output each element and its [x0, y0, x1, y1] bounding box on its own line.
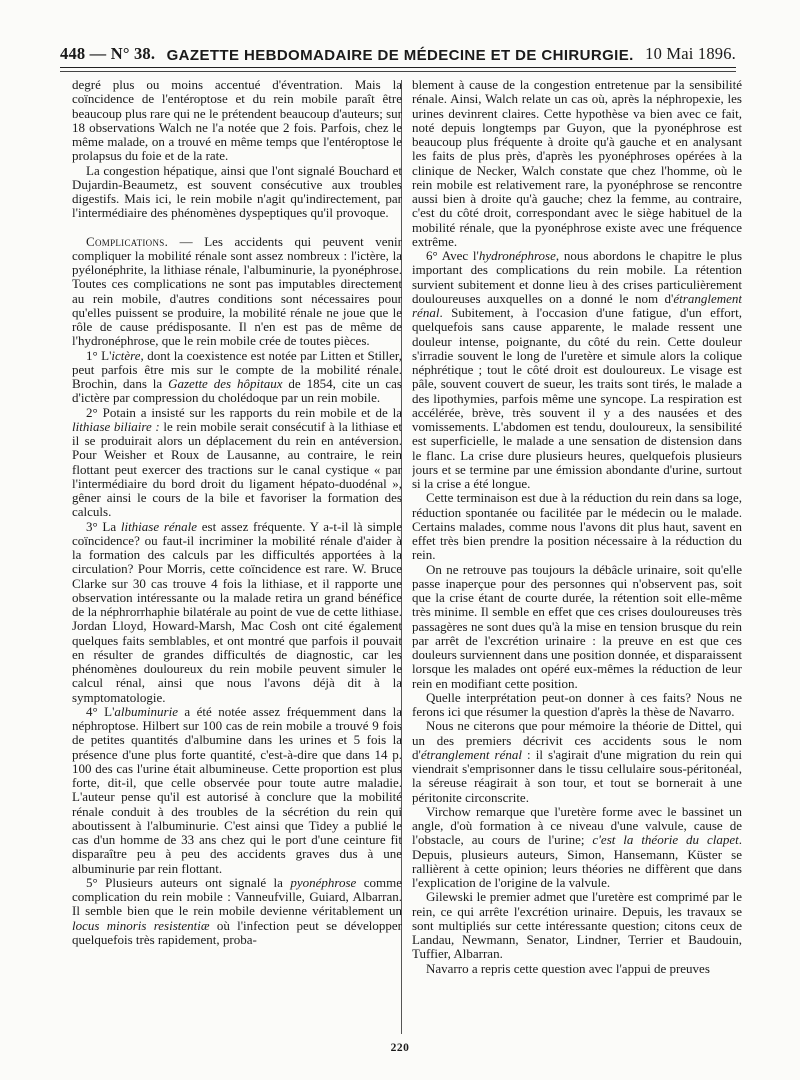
page-number-footer: 220 — [390, 1042, 410, 1054]
paragraph-text: Virchow remarque que l'uretère forme avec le bassinet un angle, d'où formation à ce niveau d'une valvule, cause de l'obstacle, au cours de l'urine; — [412, 803, 742, 848]
paragraph — [72, 876, 402, 947]
emphasis: c'est la théorie du clapet — [592, 832, 739, 848]
right-column — [412, 78, 742, 1038]
paragraph — [72, 705, 402, 876]
emphasis: étranglement rénal — [420, 746, 522, 762]
emphasis: locus minoris resistentiæ — [72, 917, 210, 933]
paragraph: Cette terminaison est due à la réduction du rein dans sa loge, réduction spontanée ou facilitée par le médecin ou le malade. Certains malades, comme nous l'avons dit plus haut, savent en effet très bien prendre la position nécessaire à la réduction du rein. — [412, 490, 742, 563]
paragraph — [412, 805, 742, 891]
paragraph: On ne retrouve pas toujours la débâcle urinaire, soit qu'elle passe inaperçue pour des personnes qui n'observent pas, soit que la crise étant de courte durée, la rétention soit elle-même très minime. Il semble en effet que ces crises douloureuses très passagères ne sont dues qu'à la mise en tension brusque du rein par arrêt de l'excrétion urinaire : la preuve en est que ces douleurs surviennent dans une position donnée, et disparaissent lorsque les malades ont opéré eux-mêmes la réduction de leur rein en modifiant cette position. — [412, 561, 742, 691]
paragraph: degré plus ou moins accentué d'éventration. Mais la coïncidence de l'entéroptose et du rein mobile paraît être beaucoup plus rare qui ne le prétendent beaucoup d'auteurs; sur 18 observations Walch ne l'a notée que 2 fois. Parfois, chez le même malade, on a trouvé en même temps que l'entéroptose le prolapsus du foie et de la rate. — [72, 78, 402, 164]
paragraph-text: 4° L' — [86, 703, 115, 719]
paragraph: Gilewski le premier admet que l'uretère est comprimé par le rein, ce qui arrête l'excrétion urinaire. Depuis, les travaux se sont multipliés sur cette intéressante question; citons ceux de Landau, Newmann, Senator, Lindner, Terrier et Baudouin, Tuffier, Albarran. — [412, 889, 742, 962]
journal-title: GAZETTE HEBDOMADAIRE DE MÉDECINE ET DE CHIRURGIE. — [166, 47, 634, 64]
paragraph: blement à cause de la congestion entretenue par la sensibilité rénale. Ainsi, Walch relate un cas où, après la néphropexie, les urines devinrent claires. Cette hypothèse va bien avec ce fait, noté depuis longtemps par Guyon, que la pyonéphrose est beaucoup plus fréquente à droite qu'à gauche et en analysant les faits de plus près, d'après les pyonéphroses opérées à la clinique de Necker, Walch constate que chez l'homme, où le rein mobile est relativement rare, la pyonéphrose se rencontre aussi bien à droite qu'à gauche; chez la femme, au contraire, c'est du côté droit, correspondant avec le siège habituel de la mobilité rénale, que la pyonéphrose existe avec une fréquence extrême. — [412, 78, 742, 249]
paragraph-text: : il s'agirait d'une migration du rein qui viendrait s'emprisonner dans le tissu cellulaire sous-péritonéal, la séreuse réagirait à son tour, et tout se bornerait à une péritonite circonscrite. — [412, 746, 742, 805]
paragraph-text: 3° La — [86, 518, 121, 534]
paragraph-text: 2° Potain a insisté sur les rapports du rein mobile et de la — [86, 404, 402, 420]
page-issue-number: 448 — N° 38. — [60, 44, 156, 63]
header-rule-thin — [60, 71, 736, 72]
paragraph-text: . Subitement, à l'occasion d'une fatigue, d'un effort, quelquefois sans cause apparente, le malade ressent une douleur intense, poignante, du côté du rein. Cette douleur s'irradie souvent le long de l'uretère et simule alors la colique néphrétique ; tout le côté droit est douloureux. Le visage est pâle, souvent couvert de sueur, les traits sont tirés, le malade a des lipothymies, parfois même une syncope. La respiration est accélérée, brève, très souvent il y a des nausées et des vomissements. L'abdomen est tendu, douloureux, la sensibilité est superficielle, le malade a une sensation de distension dans le flanc. La crise dure plusieurs heures, quelquefois plusieurs jours et se termine par une émission abondante d'urine, surtout si la crise a été longue. — [412, 305, 742, 491]
paragraph-text: 1° L' — [86, 347, 112, 363]
paragraph-text: a été notée assez fréquemment dans la néphroptose. Hilbert sur 100 cas de rein mobile a trouvé 9 fois de petites quantités d'albumine dans les urines et 5 fois la présence d'une plus forte quantité, c'est-à-dire que dans 14 p. 100 des cas l'urine était albumineuse. Cette proportion est plus forte, dit-il, que celle observée pour toute autre maladie. L'auteur pense qu'il est autorisé à conclure que la mobilité rénale conduit à des troubles de la sécrétion du rein qui aboutissent à l'albuminurie. C'est ainsi que Tidey a publié le cas d'un homme de 33 ans chez qui le port d'une ceinture fit disparaître peu à peu des accidents graves dus à une albuminurie par rein flottant. — [72, 703, 402, 876]
paragraph-text: Nous ne citerons que pour mémoire la théorie de Dittel, qui un des premiers décrivit ces accidents sous le nom d' — [412, 718, 742, 762]
issue-date: 10 Mai 1896. — [645, 44, 736, 63]
paragraph — [72, 406, 402, 520]
section-heading: Complications. — [86, 233, 169, 249]
emphasis: hydronéphrose — [478, 248, 556, 263]
emphasis: lithiase rénale — [120, 518, 198, 534]
emphasis: Gazette des hôpitaux — [168, 376, 283, 391]
left-column — [72, 78, 402, 1038]
paragraph-text: de 1854, cite un cas d'ictère par compression du cholédoque par un rein mobile. — [72, 376, 402, 406]
running-header — [60, 36, 736, 64]
emphasis: albuminurie — [114, 703, 178, 719]
paragraph-text: 6° Avec l' — [426, 248, 479, 263]
paragraph — [72, 235, 402, 349]
paragraph — [72, 349, 402, 406]
paragraph-gap — [72, 221, 402, 235]
paragraph-text: , dont la coexistence est notée par Litten et Stiller, peut parfois être mis sur le compte de la mobilité rénale. Brochin, dans la — [72, 347, 402, 391]
emphasis: lithiase biliaire : — [72, 418, 160, 434]
paragraph-text: . Depuis, plusieurs auteurs, Simon, Hansemann, Küster se rallièrent à cette opinion; leurs théories ne diffèrent que dans l'explication de l'origine de la valvule. — [412, 832, 742, 890]
emphasis: pyonéphrose — [290, 874, 357, 890]
paragraph-text: où l'infection peut se développer quelquefois très rapidement, proba- — [72, 917, 402, 947]
paragraph-text: le rein mobile serait consécutif à la lithiase et il se produirait alors un déplacement du rein en antéversion. Pour Weisher et Roux de Lausanne, au contraire, le rein flottant peut exercer des tractions sur le canal cystique « par l'intermédiaire du bord droit du ligament hépato-duodénal », gêner ainsi le cours de la bile et favoriser la formation des calculs. — [72, 418, 402, 520]
paragraph: La congestion hépatique, ainsi que l'ont signalé Bouchard et Dujardin-Beaumetz, est souvent consécutive aux troubles digestifs. Mais ici, le rein mobile n'agit qu'indirectement, par l'intermédiaire des phénomènes dyspeptiques qu'il provoque. — [72, 162, 402, 221]
paragraph-text: est assez fréquente. Y a-t-il là simple coïncidence? ou faut-il incriminer la mobilité rénale d'aider à la formation des calculs par les difficultés apportées à la circulation? Pour Morris, cette coïncidence est rare. W. Bruce Clarke sur 30 cas trouve 4 fois la lithiase, et il rapporte une observation intéressante ou la malade retira un grand bénéfice de la néphrorrhaphie bilatérale au point de vue de cette lithiase. Jordan Lloyd, Howard-Marsh, Mac Cosh ont cité également quelques faits semblables, et ont montré que parfois il pouvait en résulter de grandes difficultés de diagnostic, car les phénomènes douloureux du rein mobile peuvent simuler le calcul rénal, ainsi que nous l'avons déjà dit à la symptomatologie. — [72, 518, 402, 705]
paragraph — [412, 719, 742, 805]
header-rule-thick — [60, 67, 736, 68]
paragraph-text: , nous abordons le chapitre le plus important des complications du rein mobile. La rétention survient subitement et donne lieu à des crises particulièrement douloureuses auxquelles on a donné le nom d' — [412, 248, 742, 306]
paragraph-text: comme complication du rein mobile : Vanneufville, Guiard, Albarran. Il semble bien que le rein mobile devienne véritablement un — [72, 874, 402, 919]
emphasis: ictère — [111, 347, 141, 363]
paragraph: Navarro a repris cette question avec l'appui de preuves — [426, 960, 710, 976]
paragraph — [72, 520, 402, 705]
paragraph-text: 5° Plusieurs auteurs ont signalé la — [86, 874, 291, 890]
paragraph-text: — Les accidents qui peuvent venir compliquer la mobilité rénale sont assez nombreux : l'ictère, la pyélonéphrite, la lithiase rénale, l'albuminurie, la pyonéphrose. Toutes ces complications ne sont pas imputables directement au rein mobile, d'autres conditions sont nécessaires pour qu'elles puissent se produire, la mobilité rénale ne joue que le rôle de cause prédisposante. Il n'en est pas de même de l'hydronéphrose, que le rein mobile crée de toutes pièces. — [72, 233, 402, 349]
emphasis: étranglement rénal — [412, 290, 742, 320]
paragraph: Quelle interprétation peut-on donner à ces faits? Nous ne ferons ici que résumer la question d'après la thèse de Navarro. — [412, 689, 742, 719]
paragraph — [412, 249, 742, 491]
